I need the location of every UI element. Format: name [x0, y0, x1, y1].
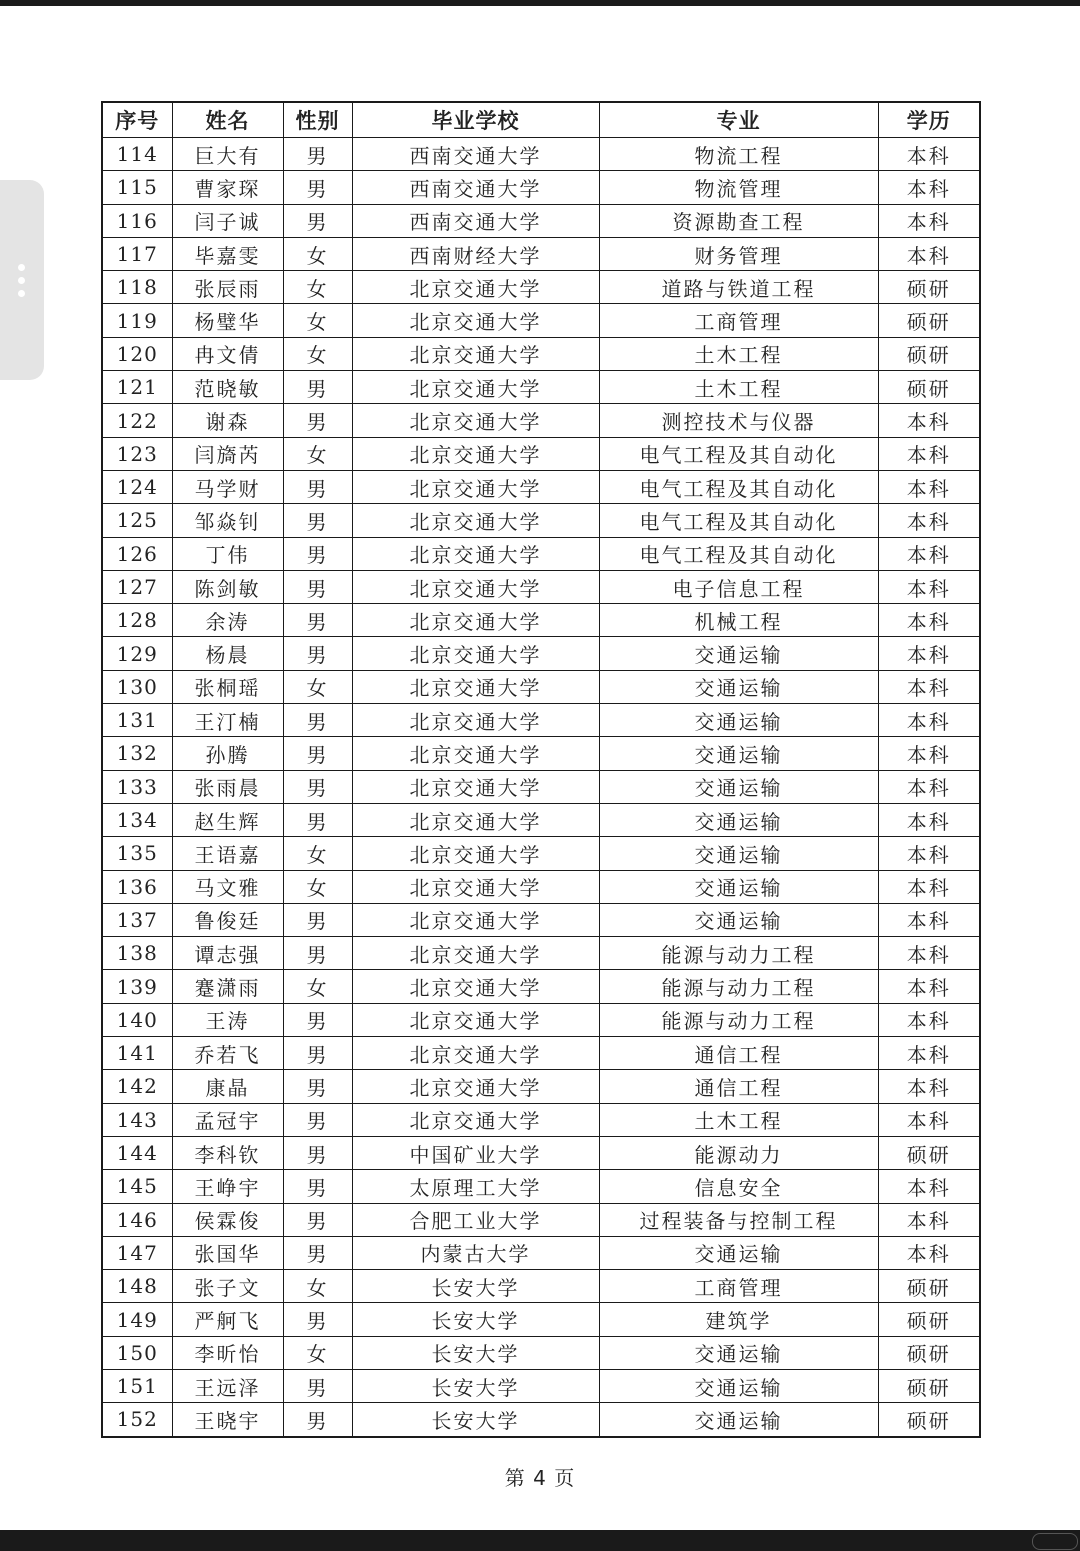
table-row: [102, 237, 980, 270]
cell-gender: 男: [283, 470, 352, 503]
cell-degree: 本科: [878, 670, 980, 703]
roster-table: [101, 101, 981, 1438]
table-row: [102, 304, 980, 337]
cell-serial-number: 132: [102, 737, 172, 770]
cell-name: 王峥宇: [172, 1170, 283, 1203]
cell-major: 土木工程: [599, 337, 878, 370]
cell-gender: 男: [283, 1203, 352, 1236]
cell-serial-number: 147: [102, 1236, 172, 1269]
cell-school: 北京交通大学: [352, 870, 599, 903]
cell-major: 电气工程及其自动化: [599, 537, 878, 570]
cell-serial-number: 143: [102, 1103, 172, 1136]
cell-school: 北京交通大学: [352, 570, 599, 603]
cell-school: 西南交通大学: [352, 138, 599, 171]
cell-school: 北京交通大学: [352, 1103, 599, 1136]
cell-degree: 本科: [878, 171, 980, 204]
cell-name: 闫旖芮: [172, 437, 283, 470]
cell-major: 工商管理: [599, 1270, 878, 1303]
cell-gender: 男: [283, 937, 352, 970]
header-major: 专业: [599, 102, 878, 138]
cell-name: 严舸飞: [172, 1303, 283, 1336]
cell-name: 赵生辉: [172, 803, 283, 836]
cell-degree: 本科: [878, 937, 980, 970]
cell-degree: 本科: [878, 637, 980, 670]
cell-serial-number: 152: [102, 1403, 172, 1437]
cell-gender: 女: [283, 271, 352, 304]
cell-school: 北京交通大学: [352, 970, 599, 1003]
cell-gender: 男: [283, 1070, 352, 1103]
cell-degree: 本科: [878, 470, 980, 503]
cell-degree: 硕研: [878, 271, 980, 304]
cell-degree: 本科: [878, 837, 980, 870]
table-row: [102, 937, 980, 970]
cell-name: 王晓宇: [172, 1403, 283, 1437]
cell-serial-number: 133: [102, 770, 172, 803]
cell-major: 电气工程及其自动化: [599, 470, 878, 503]
cell-major: 交通运输: [599, 1369, 878, 1402]
header-serial-number: 序号: [102, 102, 172, 138]
cell-gender: 女: [283, 437, 352, 470]
table-row: [102, 404, 980, 437]
cell-name: 王汀楠: [172, 704, 283, 737]
cell-major: 通信工程: [599, 1070, 878, 1103]
table-row: [102, 837, 980, 870]
cell-name: 张雨晨: [172, 770, 283, 803]
table-row: [102, 437, 980, 470]
more-vertical-icon: [18, 264, 25, 271]
table-row: [102, 271, 980, 304]
cell-school: 北京交通大学: [352, 271, 599, 304]
cell-name: 马文雅: [172, 870, 283, 903]
cell-gender: 男: [283, 1136, 352, 1169]
cell-school: 北京交通大学: [352, 470, 599, 503]
cell-school: 太原理工大学: [352, 1170, 599, 1203]
cell-degree: 本科: [878, 870, 980, 903]
cell-school: 北京交通大学: [352, 704, 599, 737]
cell-serial-number: 120: [102, 337, 172, 370]
cell-name: 杨璧华: [172, 304, 283, 337]
table-row: [102, 537, 980, 570]
cell-gender: 男: [283, 1037, 352, 1070]
cell-name: 杨晨: [172, 637, 283, 670]
cell-school: 西南交通大学: [352, 204, 599, 237]
side-panel-handle[interactable]: [0, 180, 44, 380]
cell-serial-number: 151: [102, 1369, 172, 1402]
header-school: 毕业学校: [352, 102, 599, 138]
cell-school: 长安大学: [352, 1403, 599, 1437]
cell-degree: 本科: [878, 237, 980, 270]
cell-school: 长安大学: [352, 1270, 599, 1303]
cell-degree: 本科: [878, 1003, 980, 1036]
table-row: [102, 1037, 980, 1070]
cell-school: 中国矿业大学: [352, 1136, 599, 1169]
table-row: [102, 138, 980, 171]
cell-school: 北京交通大学: [352, 737, 599, 770]
cell-gender: 男: [283, 1103, 352, 1136]
cell-degree: 硕研: [878, 1303, 980, 1336]
cell-major: 机械工程: [599, 604, 878, 637]
cell-gender: 男: [283, 637, 352, 670]
table-row: [102, 1270, 980, 1303]
cell-serial-number: 131: [102, 704, 172, 737]
cell-major: 通信工程: [599, 1037, 878, 1070]
cell-serial-number: 119: [102, 304, 172, 337]
cell-major: 信息安全: [599, 1170, 878, 1203]
cell-school: 合肥工业大学: [352, 1203, 599, 1236]
table-row: [102, 371, 980, 404]
cell-serial-number: 129: [102, 637, 172, 670]
cell-gender: 男: [283, 1236, 352, 1269]
cell-serial-number: 128: [102, 604, 172, 637]
cell-name: 侯霖俊: [172, 1203, 283, 1236]
cell-school: 西南交通大学: [352, 171, 599, 204]
cell-major: 电气工程及其自动化: [599, 437, 878, 470]
cell-gender: 男: [283, 737, 352, 770]
cell-school: 北京交通大学: [352, 903, 599, 936]
header-name: 姓名: [172, 102, 283, 138]
table-row: [102, 1203, 980, 1236]
cell-gender: 男: [283, 1003, 352, 1036]
cell-name: 张桐瑶: [172, 670, 283, 703]
cell-gender: 男: [283, 704, 352, 737]
cell-degree: 本科: [878, 1037, 980, 1070]
cell-serial-number: 146: [102, 1203, 172, 1236]
cell-gender: 女: [283, 870, 352, 903]
table-row: [102, 604, 980, 637]
cell-major: 交通运输: [599, 903, 878, 936]
table-header-row: [102, 102, 980, 138]
cell-degree: 本科: [878, 1203, 980, 1236]
cell-major: 物流管理: [599, 171, 878, 204]
cell-serial-number: 127: [102, 570, 172, 603]
cell-degree: 本科: [878, 1103, 980, 1136]
cell-school: 北京交通大学: [352, 404, 599, 437]
cell-serial-number: 141: [102, 1037, 172, 1070]
cell-school: 北京交通大学: [352, 371, 599, 404]
table-row: [102, 704, 980, 737]
cell-major: 能源动力: [599, 1136, 878, 1169]
cell-name: 王涛: [172, 1003, 283, 1036]
cell-name: 范晓敏: [172, 371, 283, 404]
table-row: [102, 1103, 980, 1136]
cell-degree: 本科: [878, 138, 980, 171]
cell-gender: 男: [283, 1303, 352, 1336]
cell-serial-number: 137: [102, 903, 172, 936]
cell-serial-number: 139: [102, 970, 172, 1003]
cell-school: 北京交通大学: [352, 537, 599, 570]
cell-school: 北京交通大学: [352, 337, 599, 370]
cell-school: 北京交通大学: [352, 304, 599, 337]
cell-serial-number: 121: [102, 371, 172, 404]
cell-serial-number: 148: [102, 1270, 172, 1303]
table-row: [102, 1003, 980, 1036]
cell-major: 土木工程: [599, 1103, 878, 1136]
cell-major: 交通运输: [599, 803, 878, 836]
cell-major: 能源与动力工程: [599, 937, 878, 970]
cell-gender: 女: [283, 337, 352, 370]
cell-major: 交通运输: [599, 1403, 878, 1437]
table-row: [102, 570, 980, 603]
cell-gender: 男: [283, 903, 352, 936]
cell-major: 交通运输: [599, 1236, 878, 1269]
cell-degree: 本科: [878, 1170, 980, 1203]
cell-name: 谭志强: [172, 937, 283, 970]
cell-major: 能源与动力工程: [599, 970, 878, 1003]
cell-degree: 硕研: [878, 337, 980, 370]
cell-serial-number: 149: [102, 1303, 172, 1336]
cell-name: 陈剑敏: [172, 570, 283, 603]
cell-school: 北京交通大学: [352, 670, 599, 703]
cell-gender: 女: [283, 970, 352, 1003]
cell-degree: 本科: [878, 737, 980, 770]
cell-school: 北京交通大学: [352, 1070, 599, 1103]
cell-gender: 男: [283, 504, 352, 537]
header-degree: 学历: [878, 102, 980, 138]
cell-major: 电子信息工程: [599, 570, 878, 603]
cell-gender: 男: [283, 171, 352, 204]
header-gender: 性别: [283, 102, 352, 138]
cell-major: 能源与动力工程: [599, 1003, 878, 1036]
cell-degree: 本科: [878, 204, 980, 237]
cell-gender: 男: [283, 1369, 352, 1402]
cell-major: 交通运输: [599, 737, 878, 770]
table-row: [102, 970, 980, 1003]
cell-degree: 本科: [878, 437, 980, 470]
cell-degree: 本科: [878, 770, 980, 803]
cell-degree: 本科: [878, 1236, 980, 1269]
cell-degree: 本科: [878, 604, 980, 637]
cell-degree: 硕研: [878, 1270, 980, 1303]
cell-gender: 男: [283, 803, 352, 836]
table-row: [102, 1070, 980, 1103]
cell-name: 康晶: [172, 1070, 283, 1103]
cell-school: 北京交通大学: [352, 437, 599, 470]
top-edge: [0, 0, 1080, 6]
table-row: [102, 1170, 980, 1203]
cell-serial-number: 115: [102, 171, 172, 204]
cell-school: 北京交通大学: [352, 637, 599, 670]
cell-name: 余涛: [172, 604, 283, 637]
table-row: [102, 1336, 980, 1369]
cell-name: 孟冠宇: [172, 1103, 283, 1136]
cell-major: 道路与铁道工程: [599, 271, 878, 304]
cell-name: 冉文倩: [172, 337, 283, 370]
cell-school: 长安大学: [352, 1303, 599, 1336]
table-row: [102, 1369, 980, 1402]
cell-serial-number: 116: [102, 204, 172, 237]
cell-name: 李科钦: [172, 1136, 283, 1169]
cell-serial-number: 135: [102, 837, 172, 870]
cell-school: 北京交通大学: [352, 504, 599, 537]
table-row: [102, 1136, 980, 1169]
cell-name: 马学财: [172, 470, 283, 503]
cell-gender: 男: [283, 204, 352, 237]
bottom-edge: [0, 1530, 1080, 1551]
cell-degree: 本科: [878, 570, 980, 603]
cell-serial-number: 126: [102, 537, 172, 570]
cell-serial-number: 134: [102, 803, 172, 836]
cell-degree: 本科: [878, 537, 980, 570]
more-vertical-icon: [18, 290, 25, 297]
table-row: [102, 870, 980, 903]
cell-major: 交通运输: [599, 1336, 878, 1369]
cell-name: 巨大有: [172, 138, 283, 171]
cell-major: 财务管理: [599, 237, 878, 270]
cell-serial-number: 150: [102, 1336, 172, 1369]
cell-gender: 男: [283, 138, 352, 171]
cell-gender: 女: [283, 237, 352, 270]
cell-serial-number: 125: [102, 504, 172, 537]
cell-degree: 硕研: [878, 1369, 980, 1402]
table-row: [102, 903, 980, 936]
cell-name: 蹇潇雨: [172, 970, 283, 1003]
cell-serial-number: 142: [102, 1070, 172, 1103]
cell-degree: 硕研: [878, 1136, 980, 1169]
cell-name: 张辰雨: [172, 271, 283, 304]
cell-degree: 本科: [878, 970, 980, 1003]
cell-serial-number: 136: [102, 870, 172, 903]
cell-serial-number: 145: [102, 1170, 172, 1203]
more-vertical-icon: [18, 277, 25, 284]
cell-serial-number: 118: [102, 271, 172, 304]
cell-serial-number: 144: [102, 1136, 172, 1169]
cell-name: 丁伟: [172, 537, 283, 570]
cell-major: 过程装备与控制工程: [599, 1203, 878, 1236]
table-row: [102, 637, 980, 670]
cell-gender: 男: [283, 371, 352, 404]
cell-degree: 本科: [878, 903, 980, 936]
cell-degree: 本科: [878, 1070, 980, 1103]
cell-school: 长安大学: [352, 1369, 599, 1402]
cell-degree: 硕研: [878, 371, 980, 404]
table-row: [102, 204, 980, 237]
cell-name: 孙腾: [172, 737, 283, 770]
cell-name: 鲁俊廷: [172, 903, 283, 936]
cell-school: 北京交通大学: [352, 937, 599, 970]
cell-gender: 女: [283, 1336, 352, 1369]
cell-gender: 男: [283, 570, 352, 603]
cell-gender: 女: [283, 1270, 352, 1303]
cell-school: 北京交通大学: [352, 1037, 599, 1070]
table-row: [102, 1236, 980, 1269]
cell-serial-number: 124: [102, 470, 172, 503]
cell-major: 交通运输: [599, 704, 878, 737]
cell-degree: 硕研: [878, 1403, 980, 1437]
cell-major: 土木工程: [599, 371, 878, 404]
cell-gender: 男: [283, 604, 352, 637]
cell-gender: 女: [283, 837, 352, 870]
table-row: [102, 803, 980, 836]
cell-serial-number: 114: [102, 138, 172, 171]
cell-degree: 硕研: [878, 304, 980, 337]
cell-major: 电气工程及其自动化: [599, 504, 878, 537]
cell-degree: 本科: [878, 504, 980, 537]
cell-gender: 男: [283, 1403, 352, 1437]
cell-gender: 男: [283, 404, 352, 437]
cell-name: 毕嘉雯: [172, 237, 283, 270]
cell-serial-number: 123: [102, 437, 172, 470]
cell-serial-number: 130: [102, 670, 172, 703]
cell-name: 张子文: [172, 1270, 283, 1303]
cell-major: 交通运输: [599, 870, 878, 903]
table-row: [102, 1303, 980, 1336]
watermark-logo: [1032, 1533, 1078, 1550]
cell-major: 交通运输: [599, 837, 878, 870]
cell-serial-number: 138: [102, 937, 172, 970]
cell-school: 西南财经大学: [352, 237, 599, 270]
cell-name: 曹家琛: [172, 171, 283, 204]
cell-school: 北京交通大学: [352, 1003, 599, 1036]
cell-degree: 本科: [878, 803, 980, 836]
table-row: [102, 171, 980, 204]
cell-name: 张国华: [172, 1236, 283, 1269]
cell-name: 李昕怡: [172, 1336, 283, 1369]
cell-major: 建筑学: [599, 1303, 878, 1336]
cell-school: 内蒙古大学: [352, 1236, 599, 1269]
cell-gender: 男: [283, 1170, 352, 1203]
cell-gender: 女: [283, 670, 352, 703]
cell-serial-number: 122: [102, 404, 172, 437]
cell-school: 北京交通大学: [352, 803, 599, 836]
cell-name: 王语嘉: [172, 837, 283, 870]
table-row: [102, 670, 980, 703]
cell-school: 北京交通大学: [352, 837, 599, 870]
cell-name: 闫子诚: [172, 204, 283, 237]
cell-school: 长安大学: [352, 1336, 599, 1369]
cell-major: 交通运输: [599, 637, 878, 670]
table-row: [102, 737, 980, 770]
cell-serial-number: 140: [102, 1003, 172, 1036]
table-body: [102, 138, 980, 1437]
cell-gender: 男: [283, 537, 352, 570]
cell-name: 乔若飞: [172, 1037, 283, 1070]
cell-major: 资源勘查工程: [599, 204, 878, 237]
cell-major: 交通运输: [599, 770, 878, 803]
cell-major: 物流工程: [599, 138, 878, 171]
cell-degree: 本科: [878, 704, 980, 737]
table-row: [102, 770, 980, 803]
cell-major: 交通运输: [599, 670, 878, 703]
cell-gender: 男: [283, 770, 352, 803]
table-row: [102, 337, 980, 370]
cell-degree: 硕研: [878, 1336, 980, 1369]
cell-major: 工商管理: [599, 304, 878, 337]
cell-school: 北京交通大学: [352, 770, 599, 803]
cell-name: 王远泽: [172, 1369, 283, 1402]
table-row: [102, 504, 980, 537]
cell-major: 测控技术与仪器: [599, 404, 878, 437]
cell-name: 谢森: [172, 404, 283, 437]
page-number: 第 4 页: [504, 1466, 576, 1490]
table-row: [102, 1403, 980, 1437]
table-row: [102, 470, 980, 503]
cell-school: 北京交通大学: [352, 604, 599, 637]
cell-serial-number: 117: [102, 237, 172, 270]
cell-name: 邹焱钊: [172, 504, 283, 537]
cell-degree: 本科: [878, 404, 980, 437]
cell-gender: 女: [283, 304, 352, 337]
